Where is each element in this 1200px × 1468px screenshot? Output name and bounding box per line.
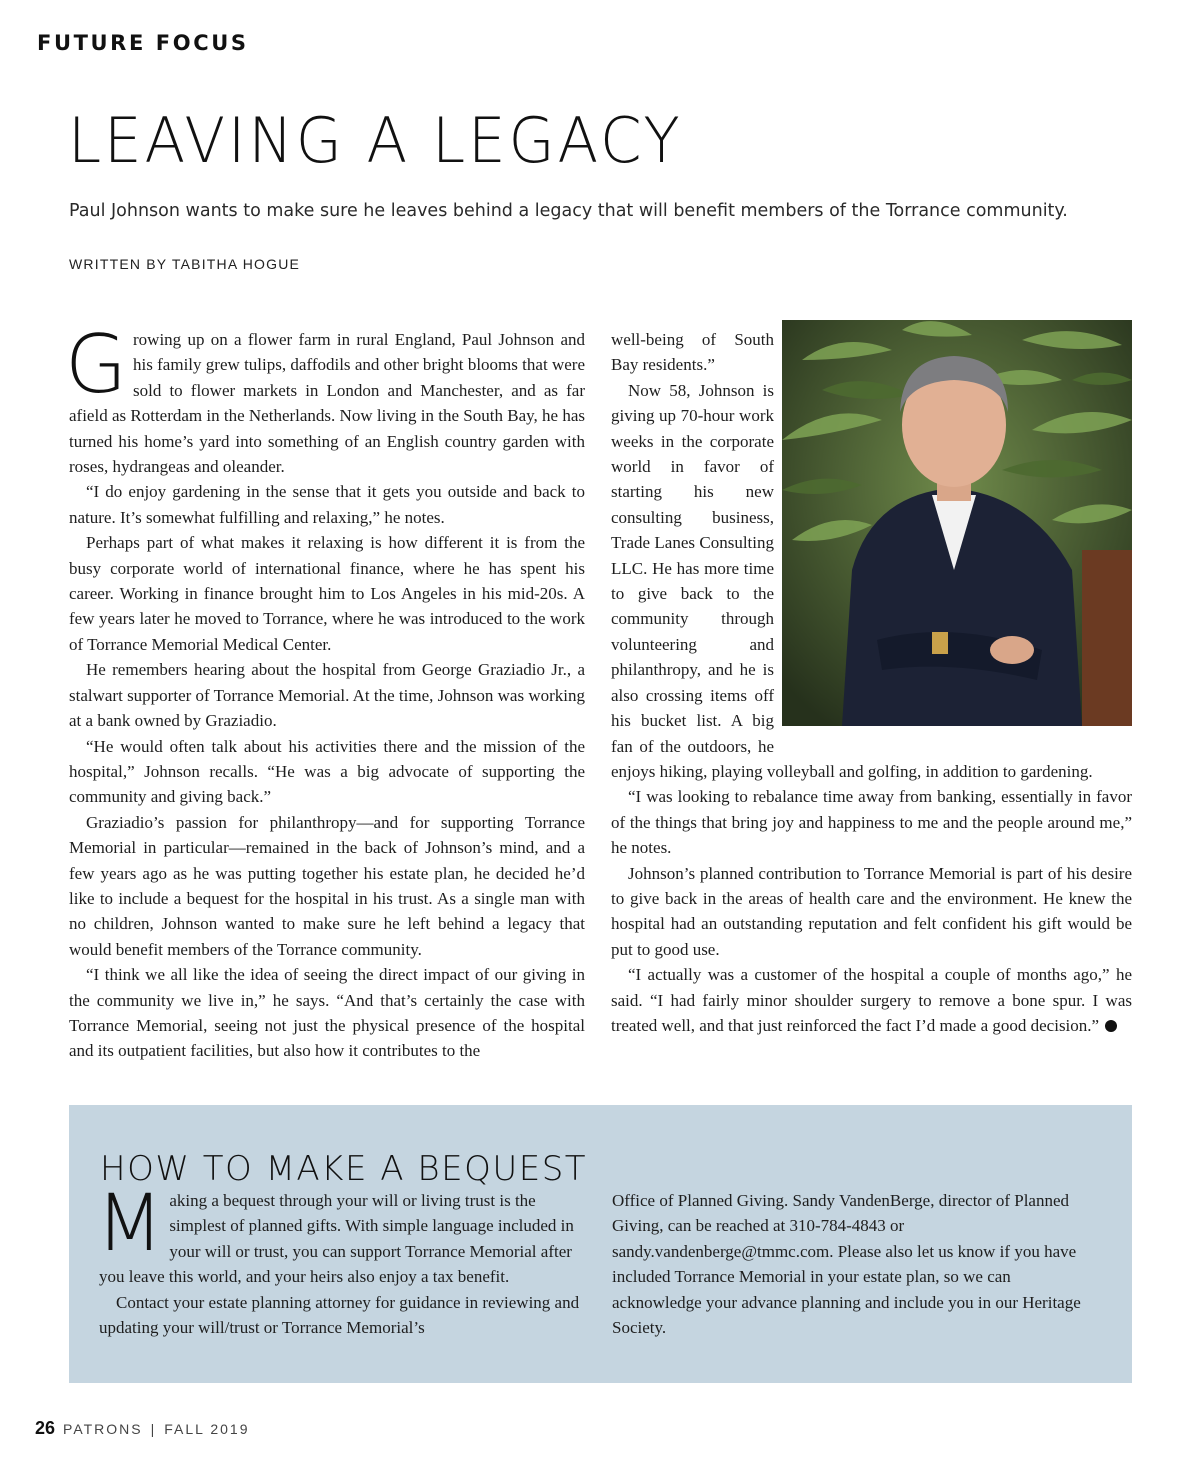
drop-cap: M	[96, 1179, 164, 1269]
article-paragraph: Johnson’s planned contribution to Torrance Memorial is part of his desire to give back in the areas of health care and the environment. He knew the hospital had an outstanding reputation and felt confident his gift would be put to good use.	[611, 863, 1132, 959]
sidebar-paragraph: Contact your estate planning attorney for guidance in reviewing and updating your will/trust or Torrance Memorial’s	[99, 1292, 580, 1338]
article-paragraph: He remembers hearing about the hospital from George Graziadio Jr., a stalwart supporter of Torrance Memorial. At the time, Johnson was working at a bank owned by Graziadio.	[69, 660, 585, 731]
article-paragraph: “He would often talk about his activities there and the mission of the hospital,” Johnson recalls. “He was a big advocate of supporting the community and giving back.”	[69, 736, 585, 807]
article-paragraph: “I do enjoy gardening in the sense that it gets you outside and back to nature. It’s somewhat fulfilling and relaxing,” he notes.	[69, 482, 585, 527]
article-paragraph	[65, 318, 585, 479]
paragraph-text: aking a bequest through your will or living trust is the simplest of planned gifts. With simple language included in your will or trust, you can support Torrance Memorial after you leave this world, and your heirs also enjoy a tax benefit.	[99, 1191, 574, 1287]
byline: WRITTEN BY TABITHA HOGUE	[69, 256, 301, 272]
end-mark-icon	[1105, 1020, 1117, 1032]
article-paragraph: Now 58, Johnson is giving up 70-hour work weeks in the corporate world in favor of starting his new consulting business, Trade Lanes Consulting LLC. He has more time to give back to the community through volunteering and philanthropy, and he is also crossing items off his bucket list. A big fan of the outdoors, he enjoys hiking, playing volleyball and golfing, in addition to gardening.	[611, 380, 1093, 781]
publication-name: PATRONS	[63, 1421, 143, 1437]
headline: LEAVING A LEGACY	[68, 104, 683, 177]
sidebar-title: HOW TO MAKE A BEQUEST	[100, 1149, 588, 1189]
page-number: 26	[35, 1418, 56, 1438]
portrait-photo	[782, 320, 1132, 726]
drop-cap: G	[65, 318, 127, 411]
article-paragraph: “I think we all like the idea of seeing the direct impact of our giving in the community we live in,” he says. “And that’s certainly the case with Torrance Memorial, seeing not just the physical presence of the hospital and its outpatient facilities, but also how it contributes to the	[69, 965, 585, 1061]
article-paragraph	[611, 962, 1132, 1038]
article-paragraph: well-being of South Bay residents.”	[611, 330, 774, 375]
paragraph-text: rowing up on a flower farm in rural England, Paul Johnson and his family grew tulips, daffodils and other bright blooms that were sold to flower markets in London and Manchester, and as far afield as Rotterdam in the Netherlands. Now living in the South Bay, he has turned his home’s yard into something of an English country garden with roses, hydrangeas and oleander.	[69, 330, 585, 477]
article-paragraph: Perhaps part of what makes it relaxing is how different it is from the busy corporate world of international finance, where he has spent his career. Working in finance brought him to Los Angeles in his mid-20s. A few years later he moved to Torrance, where he was introduced to the work of Torrance Memorial Medical Center.	[69, 533, 585, 654]
dek-subtitle: Paul Johnson wants to make sure he leaves behind a legacy that will benefit members of the Torrance community.	[69, 201, 1068, 221]
section-label: FUTURE FOCUS	[37, 31, 249, 55]
sidebar-paragraph	[96, 1179, 589, 1290]
sidebar-column-right	[612, 1188, 1092, 1340]
issue-date: FALL 2019	[164, 1421, 250, 1437]
article-paragraph: Graziadio’s passion for philanthropy—and for supporting Torrance Memorial in particular—remained in the back of Johnson’s mind, and a few years ago as he was putting together his estate plan, he decided he’d like to include a bequest for the hospital in his trust. As a single man with no children, Johnson wanted to make sure he left behind a legacy that would benefit members of the Torrance community.	[69, 812, 585, 959]
portrait-illustration	[782, 320, 1132, 726]
bequest-sidebar	[69, 1105, 1132, 1383]
article-column-left	[65, 318, 585, 1064]
page-footer	[35, 1418, 250, 1439]
footer-separator: |	[150, 1421, 157, 1437]
paragraph-text: “I actually was a customer of the hospital a couple of months ago,” he said. “I had fairly minor shoulder surgery to remove a bone spur. I was treated well, and that just reinforced the fact I’d made a good decision.”	[611, 965, 1132, 1035]
article-paragraph: “I was looking to rebalance time away from banking, essentially in favor of the things that bring joy and happiness to me and the people around me,” he notes.	[611, 787, 1132, 858]
sidebar-paragraph: Office of Planned Giving. Sandy VandenBerge, director of Planned Giving, can be reached at 310-784-4843 or sandy.vandenberge@tmmc.com. Please also let us know if you have included Torrance Memorial in your estate plan, so we can acknowledge your advance planning and include you in our Heritage Society.	[612, 1191, 1081, 1338]
sidebar-column-left	[96, 1179, 589, 1340]
